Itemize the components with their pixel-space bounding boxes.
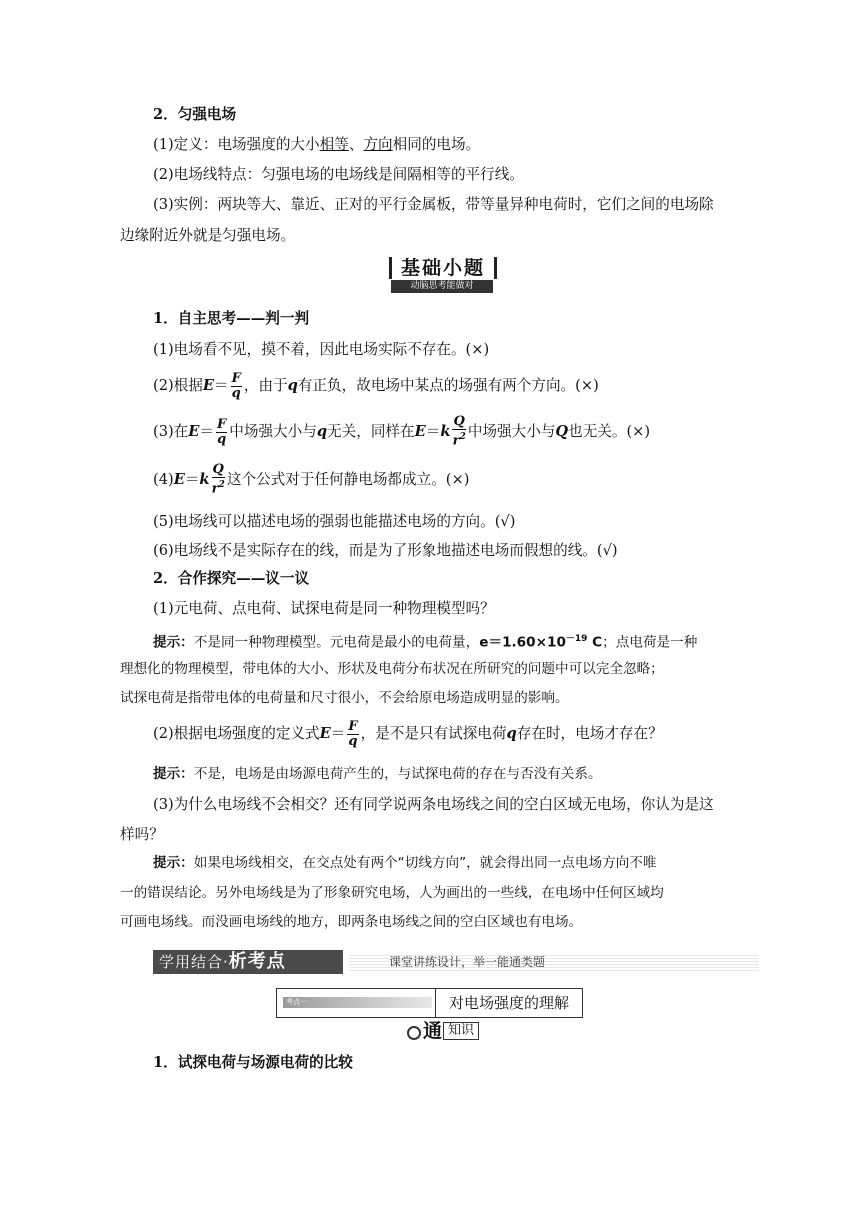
kaodian-divider <box>435 989 436 1017</box>
kaodian-title: 对电场强度的理解 <box>449 994 570 1012</box>
judge-q1: (1)电场看不见，摸不着，因此电场实际不存在。(×) <box>153 341 490 358</box>
uniform-field-feature: (2)电场线特点：匀强电场的电场线是间隔相等的平行线。 <box>153 166 524 183</box>
location-pin-icon <box>407 1026 421 1040</box>
discuss-a3-line2: 一的错误结论。另外电场线是为了形象研究电场，人为画出的一些线，在电场中任何区域均 <box>120 885 664 901</box>
uniform-field-heading: 2．匀强电场 <box>153 106 237 123</box>
fraction-F-over-q: $\frac{F}{q}$ <box>348 718 358 749</box>
fraction-F-over-q: $\frac{F}{q}$ <box>217 416 227 447</box>
fraction-Q-over-r2: $\frac{Q}{r^2}$ <box>211 462 225 497</box>
judge-q2: (2)根据E＝ $\frac{F}{q}$ ，由于q有正负，故电场中某点的场强有两个方向。(×) <box>153 370 599 401</box>
uniform-field-definition: (1)定义：电场强度的大小相等、方向相同的电场。 <box>153 136 481 153</box>
uniform-field-example-line2: 边缘附近外就是匀强电场。 <box>120 227 296 244</box>
discuss-a3-line1: 提示：如果电场线相交，在交点处有两个“切线方向”，就会得出同一点电场方向不唯 <box>153 855 657 871</box>
banner-title: 学用结合·析考点 <box>153 950 343 974</box>
discuss-q2: (2)根据电场强度的定义式E＝ $\frac{F}{q}$ ，是不是只有试探电荷q存在时，电场才存在？ <box>153 718 663 749</box>
judge-q5: (5)电场线可以描述电场的强弱也能描述电场的方向。(√) <box>153 513 516 530</box>
judge-q4: (4)E＝k $\frac{Q}{r^2}$ 这个公式对于任何静电场都成立。(×) <box>153 462 470 497</box>
discuss-a3-line3: 可画电场线。而没画电场线的地方，即两条电场线之间的空白区域也有电场。 <box>120 914 583 930</box>
fraction-Q-over-r2: $\frac{Q}{r^2}$ <box>452 414 466 449</box>
tong-zhishi-label: 通 知识 <box>407 1020 479 1042</box>
discuss-q3-line2: 样吗？ <box>120 826 164 843</box>
uniform-field-example-line1: (3)实例：两块等大、靠近、正对的平行金属板，带等量异种电荷时，它们之间的电场除 <box>153 196 714 213</box>
discuss-a1-line3: 试探电荷是指带电体的电荷量和尺寸很小，不会给原电场造成明显的影响。 <box>120 690 569 706</box>
discuss-a1-line1: 提示：不是同一种物理模型。元电荷是最小的电荷量，$e=1.60\times 10^{-19}$ C；点电荷是一种 <box>153 634 698 651</box>
judge-q3: (3)在E＝ $\frac{F}{q}$ 中场强大小与q无关，同样在E＝k $\frac{Q}{r^2}$ 中场强大小与Q也无关。(×) <box>153 414 651 449</box>
badge-title: 基础小题 <box>389 257 497 279</box>
discuss-heading: 2．合作探究——议一议 <box>153 570 310 587</box>
judge-q6: (6)电场线不是实际存在的线，而是为了形象地描述电场而假想的线。(√) <box>153 542 618 559</box>
discuss-a1-line2: 理想化的物理模型，带电体的大小、形状及电荷分布状况在所研究的问题中可以完全忽略； <box>120 661 664 677</box>
banner-subtitle: 课堂讲练设计，举一能通类题 <box>349 953 759 971</box>
section-banner <box>153 950 759 974</box>
badge-subtitle: 动脑思考能做对 <box>391 280 493 293</box>
kaodian-tag: 考点一 <box>283 997 432 1008</box>
discuss-q3-line1: (3)为什么电场线不会相交？还有同学说两条电场线之间的空白区域无电场，你认为是这 <box>153 796 714 813</box>
basic-questions-badge <box>383 257 499 295</box>
fraction-F-over-q: $\frac{F}{q}$ <box>231 370 241 401</box>
discuss-q1: (1)元电荷、点电荷、试探电荷是同一种物理模型吗？ <box>153 600 495 617</box>
kaodian-box <box>276 988 583 1018</box>
compare-heading: 1．试探电荷与场源电荷的比较 <box>153 1054 353 1071</box>
discuss-a2: 提示：不是，电场是由场源电荷产生的，与试探电荷的存在与否没有关系。 <box>153 766 602 782</box>
judge-heading: 1．自主思考——判一判 <box>153 310 310 327</box>
